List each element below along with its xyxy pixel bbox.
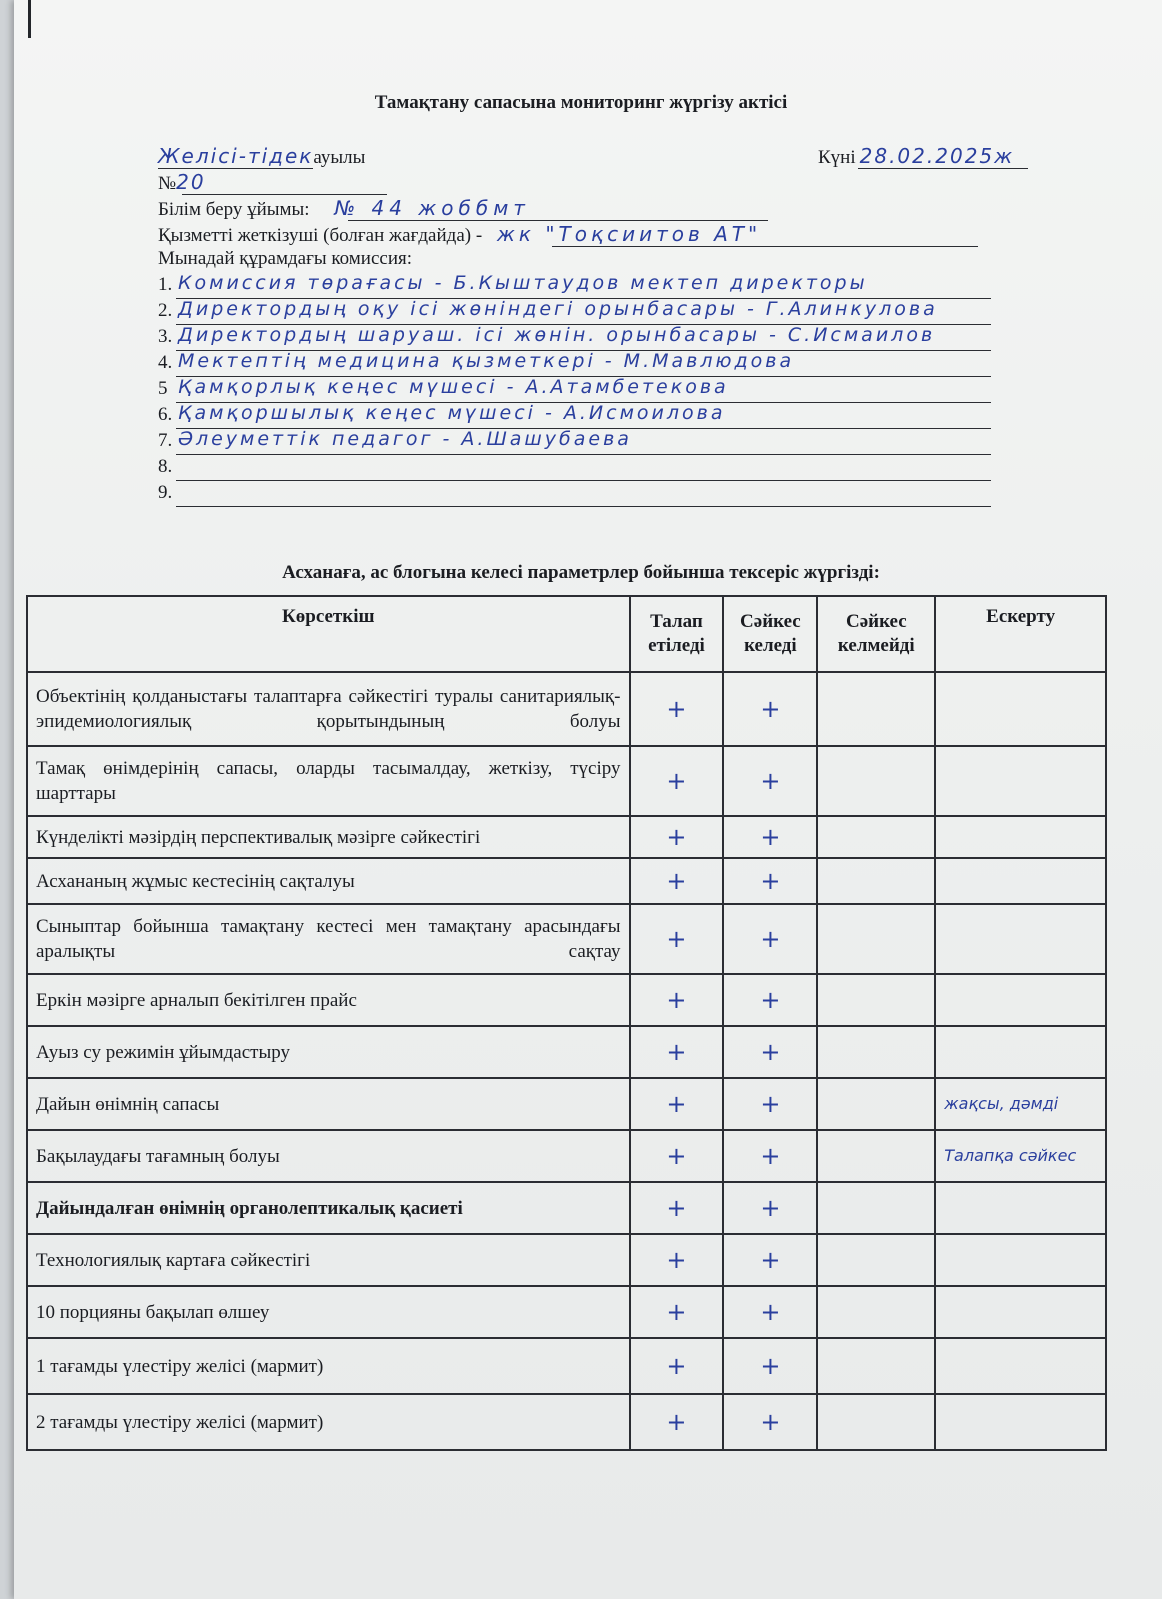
- row-note: Талапқа сәйкес: [935, 1130, 1106, 1182]
- row-required-mark: +: [630, 1338, 724, 1394]
- row-note: [935, 974, 1106, 1026]
- table-row: [27, 974, 1106, 1026]
- number-handwritten: 20: [176, 170, 206, 194]
- row-noncompliant-mark: [817, 1394, 935, 1450]
- row-indicator: 10 порцияны бақылап өлшеу: [27, 1286, 630, 1338]
- commission-member-1: Комиссия төрағасы - Б.Кыштаудов мектеп директоры: [178, 272, 868, 294]
- table-row: [27, 1286, 1106, 1338]
- row-note: [935, 1182, 1106, 1234]
- date-underline: [858, 168, 1028, 169]
- row-required-mark: +: [630, 1234, 724, 1286]
- organization-line: [158, 196, 530, 221]
- row-required-mark: +: [630, 1182, 724, 1234]
- row-noncompliant-mark: [817, 1078, 935, 1130]
- row-note: жақсы, дәмді: [935, 1078, 1106, 1130]
- commission-underline-7: [176, 454, 991, 455]
- row-compliant-mark: +: [723, 816, 817, 858]
- supplier-handwritten: жк "Тоқсиитов АТ": [496, 222, 762, 246]
- row-note: [935, 1286, 1106, 1338]
- document-title: Тамақтану сапасына мониторинг жүргізу актісі: [374, 92, 788, 113]
- row-indicator: Дайындалған өнімнің органолептикалық қасиеті: [27, 1182, 630, 1234]
- row-note: [935, 816, 1106, 858]
- row-compliant-mark: +: [723, 904, 817, 974]
- date-label: Күні: [818, 147, 856, 168]
- row-noncompliant-mark: [817, 746, 935, 816]
- row-indicator: Тамақ өнімдерінің сапасы, оларды тасымалдау, жеткізу, түсіру шарттары: [27, 746, 630, 816]
- table-row: [27, 904, 1106, 974]
- row-indicator: 1 тағамды үлестіру желісі (мармит): [27, 1338, 630, 1394]
- header-note: Ескерту: [935, 596, 1106, 672]
- row-compliant-mark: +: [723, 1026, 817, 1078]
- header-required: Талап етіледі: [630, 596, 724, 672]
- row-indicator: Асхананың жұмыс кестесінің сақталуы: [27, 858, 630, 904]
- row-indicator: Дайын өнімнің сапасы: [27, 1078, 630, 1130]
- commission-num-8: 8.: [158, 456, 173, 477]
- row-compliant-mark: +: [723, 1182, 817, 1234]
- commission-label: Мынадай құрамдағы комиссия:: [158, 248, 413, 269]
- table-row: [27, 1130, 1106, 1182]
- commission-member-6: Қамқоршылық кеңес мүшесі - А.Исмоилова: [178, 402, 726, 424]
- row-indicator: Күнделікті мәзірдің перспективалық мәзірге сәйкестігі: [27, 816, 630, 858]
- header-indicator: Көрсеткіш: [27, 596, 630, 672]
- number-label: №: [158, 173, 177, 194]
- commission-member-4: Мектептің медицина қызметкері - М.Мавлюдова: [178, 350, 795, 372]
- row-indicator: Ауыз су режимін ұйымдастыру: [27, 1026, 630, 1078]
- supplier-underline: [552, 246, 978, 247]
- header-noncompliant: Сәйкес келмейді: [817, 596, 935, 672]
- row-noncompliant-mark: [817, 904, 935, 974]
- table-row: [27, 858, 1106, 904]
- organization-underline: [348, 220, 768, 221]
- row-noncompliant-mark: [817, 1234, 935, 1286]
- row-indicator: Бақылаудағы тағамның болуы: [27, 1130, 630, 1182]
- row-required-mark: +: [630, 904, 724, 974]
- row-required-mark: +: [630, 1130, 724, 1182]
- commission-num-1: 1.: [158, 274, 173, 295]
- row-required-mark: +: [630, 1286, 724, 1338]
- row-noncompliant-mark: [817, 816, 935, 858]
- table-row: [27, 746, 1106, 816]
- binder-edge: [28, 0, 31, 38]
- village-label: ауылы: [313, 147, 366, 168]
- table-row: [27, 1026, 1106, 1078]
- row-noncompliant-mark: [817, 1286, 935, 1338]
- table-row: [27, 1234, 1106, 1286]
- row-note: [935, 1394, 1106, 1450]
- commission-num-2: 2.: [158, 300, 173, 321]
- row-note: [935, 858, 1106, 904]
- table-row: [27, 1078, 1106, 1130]
- row-note: [935, 1026, 1106, 1078]
- table-header-row: [27, 596, 1106, 672]
- table-row: [27, 1394, 1106, 1450]
- row-indicator: Еркін мәзірге арналып бекітілген прайс: [27, 974, 630, 1026]
- date-line: [818, 144, 1014, 169]
- date-handwritten: 28.02.2025ж: [859, 144, 1015, 168]
- row-compliant-mark: +: [723, 672, 817, 746]
- commission-num-3: 3.: [158, 326, 173, 347]
- commission-member-2: Директордың оқу ісі жөніндегі орынбасары - Г.Алинкулова: [178, 298, 938, 320]
- row-note: [935, 672, 1106, 746]
- number-underline: [182, 194, 387, 195]
- row-compliant-mark: +: [723, 1234, 817, 1286]
- row-note: [935, 1338, 1106, 1394]
- row-noncompliant-mark: [817, 1026, 935, 1078]
- organization-label: Білім беру ұйымы:: [158, 199, 310, 220]
- row-compliant-mark: +: [723, 1338, 817, 1394]
- row-compliant-mark: +: [723, 746, 817, 816]
- row-noncompliant-mark: [817, 1130, 935, 1182]
- row-noncompliant-mark: [817, 1182, 935, 1234]
- row-required-mark: +: [630, 672, 724, 746]
- commission-underline-8: [176, 480, 991, 481]
- commission-member-5: Қамқорлық кеңес мүшесі - А.Атамбетекова: [178, 376, 729, 398]
- commission-num-6: 6.: [158, 404, 173, 425]
- commission-num-9: 9.: [158, 482, 173, 503]
- row-compliant-mark: +: [723, 858, 817, 904]
- row-required-mark: +: [630, 858, 724, 904]
- row-required-mark: +: [630, 816, 724, 858]
- number-line: [158, 170, 206, 195]
- village-underline: [158, 168, 313, 169]
- row-indicator: 2 тағамды үлестіру желісі (мармит): [27, 1394, 630, 1450]
- inspection-table: [26, 595, 1107, 1451]
- row-indicator: Сыныптар бойынша тамақтану кестесі мен тамақтану арасындағы аралықты сақтау: [27, 904, 630, 974]
- supplier-label: Қызметті жеткізуші (болған жағдайда) -: [158, 225, 483, 246]
- village-handwritten: Желісі-тідек: [158, 144, 314, 168]
- supplier-line: [158, 222, 761, 247]
- row-noncompliant-mark: [817, 1338, 935, 1394]
- row-required-mark: +: [630, 974, 724, 1026]
- village-line: [158, 144, 365, 169]
- commission-member-3: Директордың шаруаш. ісі жөнін. орынбасары - С.Исмаилов: [178, 324, 936, 346]
- table-row: [27, 1338, 1106, 1394]
- row-compliant-mark: +: [723, 974, 817, 1026]
- commission-member-7: Әлеуметтік педагог - А.Шашубаева: [178, 428, 632, 450]
- row-required-mark: +: [630, 1078, 724, 1130]
- row-compliant-mark: +: [723, 1394, 817, 1450]
- inspection-subtitle: Асханаға, ас блогына келесі параметрлер бойынша тексеріс жүргізді:: [282, 562, 880, 583]
- row-noncompliant-mark: [817, 974, 935, 1026]
- commission-num-4: 4.: [158, 352, 173, 373]
- row-noncompliant-mark: [817, 672, 935, 746]
- row-compliant-mark: +: [723, 1130, 817, 1182]
- commission-underline-9: [176, 506, 991, 507]
- header-compliant: Сәйкес келеді: [723, 596, 817, 672]
- row-indicator: Объектінің қолданыстағы талаптарға сәйкестігі туралы санитариялық-эпидемиологиялық қорытындының болуы: [27, 672, 630, 746]
- row-note: [935, 1234, 1106, 1286]
- organization-handwritten: № 44 жоббмт: [334, 196, 530, 220]
- row-indicator: Технологиялық картаға сәйкестігі: [27, 1234, 630, 1286]
- table-row: [27, 672, 1106, 746]
- row-compliant-mark: +: [723, 1078, 817, 1130]
- row-required-mark: +: [630, 1394, 724, 1450]
- table-row: [27, 816, 1106, 858]
- row-compliant-mark: +: [723, 1286, 817, 1338]
- row-noncompliant-mark: [817, 858, 935, 904]
- commission-num-7: 7.: [158, 430, 173, 451]
- commission-num-5: 5: [158, 378, 168, 399]
- row-required-mark: +: [630, 1026, 724, 1078]
- row-note: [935, 904, 1106, 974]
- table-row: [27, 1182, 1106, 1234]
- row-required-mark: +: [630, 746, 724, 816]
- row-note: [935, 746, 1106, 816]
